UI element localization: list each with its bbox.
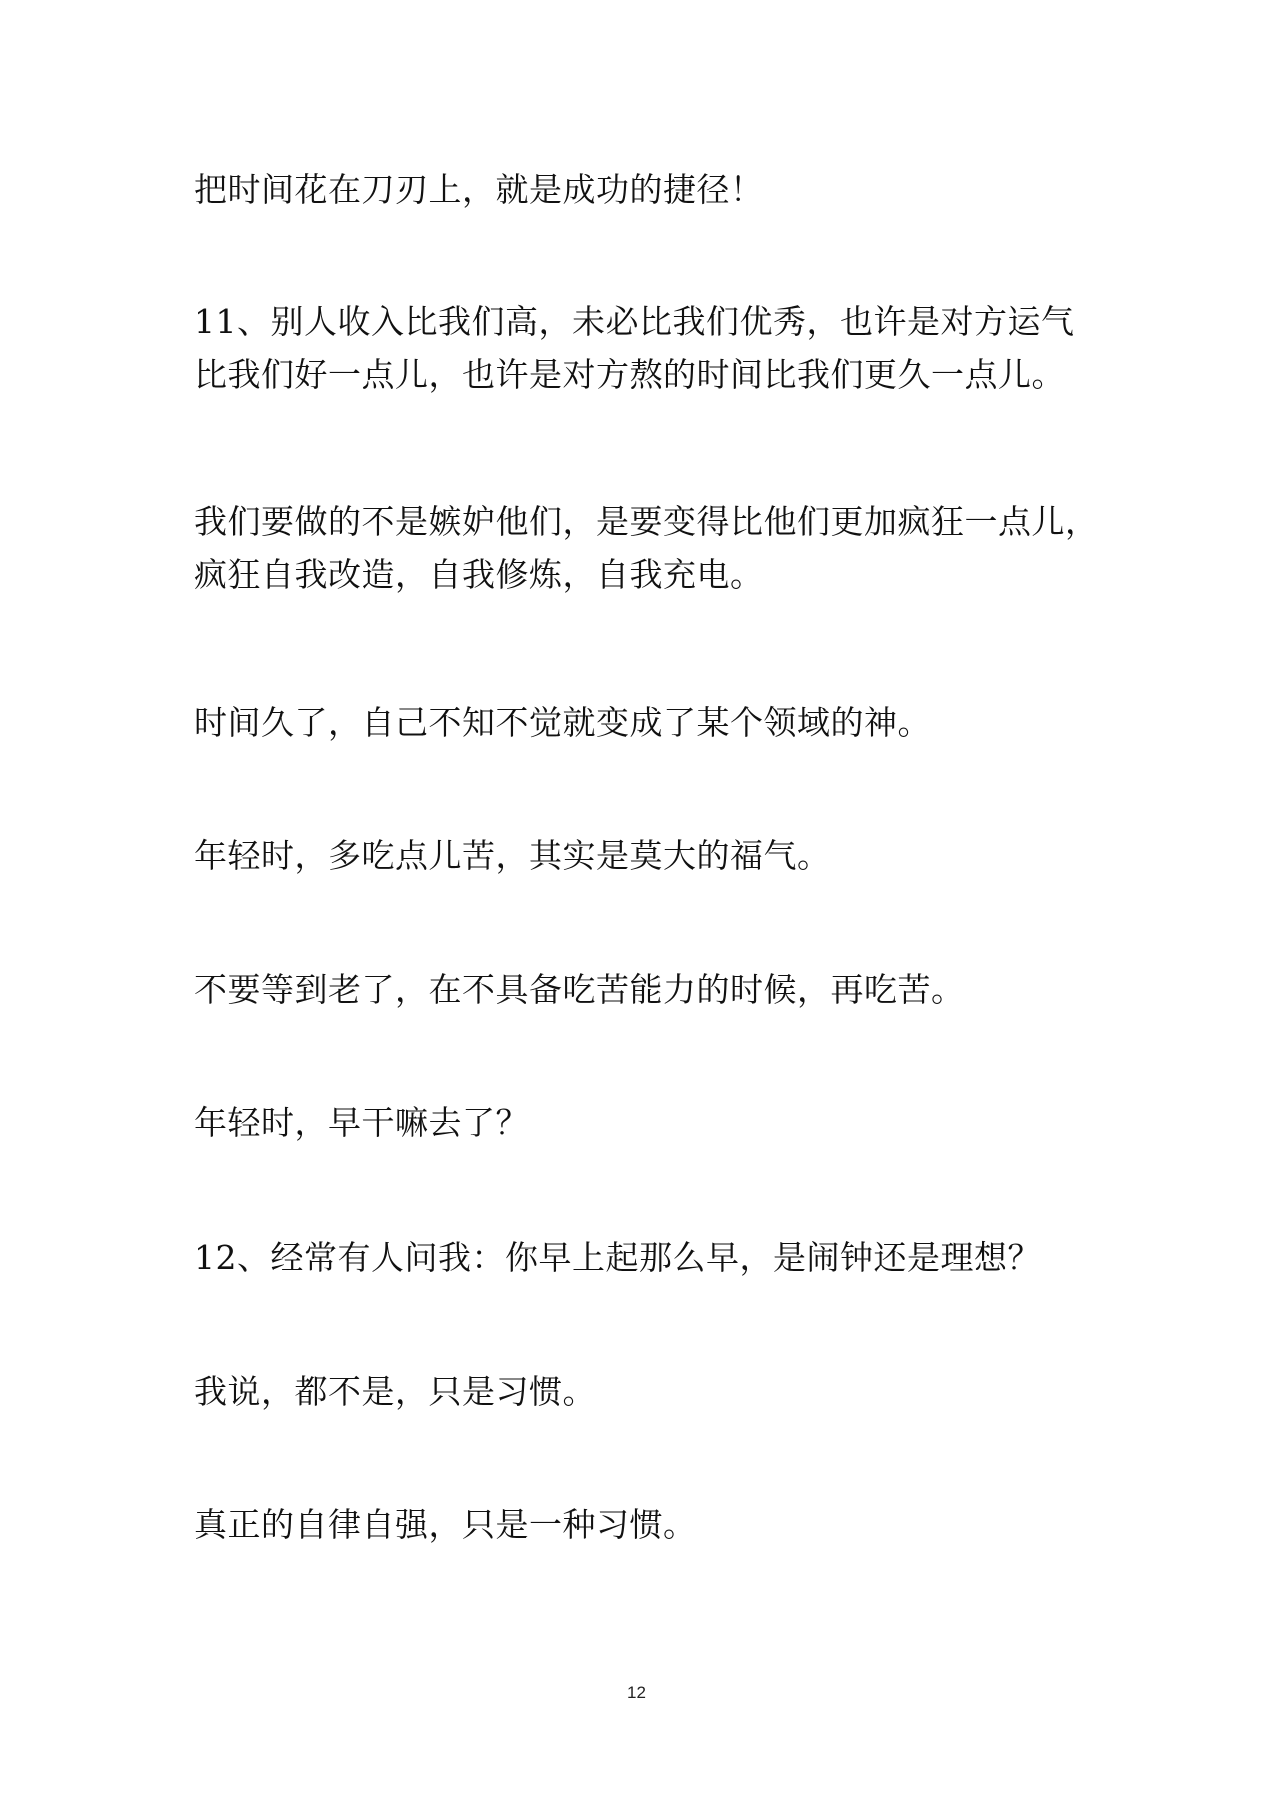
paragraph-8 [194,1231,1124,1284]
paragraph-1 [194,163,1124,216]
paragraph-line: 11、别人收入比我们高，未必比我们优秀，也许是对方运气 [194,302,1075,341]
paragraph-line: 我们要做的不是嫉妒他们，是要变得比他们更加疯狂一点儿， [194,502,1099,541]
paragraph-line: 疯狂自我改造，自我修炼，自我充电。 [194,555,764,594]
paragraph-line: 12、经常有人问我：你早上起那么早，是闹钟还是理想？ [194,1238,1041,1277]
paragraph-line: 时间久了，自己不知不觉就变成了某个领域的神。 [194,703,931,742]
paragraph-line: 真正的自律自强，只是一种习惯。 [194,1505,697,1544]
paragraph-line: 年轻时，早干嘛去了？ [194,1103,529,1142]
paragraph-line: 比我们好一点儿，也许是对方熬的时间比我们更久一点儿。 [194,355,1065,394]
paragraph-5 [194,829,1124,882]
paragraph-2 [194,295,1124,401]
paragraph-6 [194,963,1124,1016]
paragraph-line: 年轻时，多吃点儿苦，其实是莫大的福气。 [194,836,831,875]
paragraph-7 [194,1096,1124,1149]
paragraph-9 [194,1365,1124,1418]
paragraph-line: 不要等到老了，在不具备吃苦能力的时候，再吃苦。 [194,970,965,1009]
paragraph-line: 我说，都不是，只是习惯。 [194,1372,596,1411]
paragraph-4 [194,696,1124,749]
paragraph-3 [194,495,1124,601]
paragraph-10 [194,1498,1124,1551]
page-number: 12 [627,1683,646,1702]
paragraph-line: 把时间花在刀刃上，就是成功的捷径！ [194,170,764,209]
